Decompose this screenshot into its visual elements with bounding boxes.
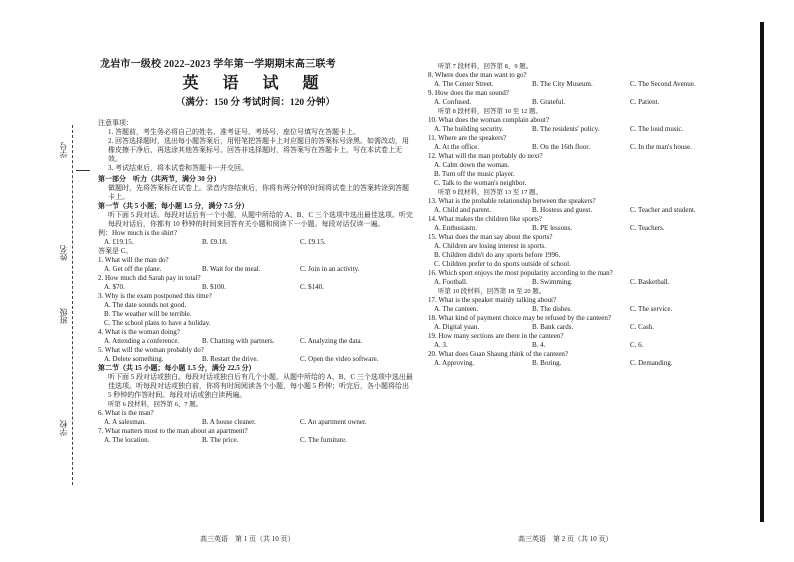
question: 17. What is the speaker mainly talking about? <box>428 296 557 304</box>
part1-title: 第一部分 听力（共两节，满分 30 分） <box>98 175 221 183</box>
options <box>98 418 413 427</box>
option: B. Turn off the music player. <box>434 170 515 178</box>
option: B. The dishes. <box>532 305 572 313</box>
question: 4. What is the woman doing? <box>98 328 180 336</box>
section2-desc: 听下面 5 段对话或独白。每段对话或独白后有几个小题，从题中所给的 A、B、C 三个选项中选出最佳选项。听每段对话或独白前，你将有时间阅读各个小题，每小题 5 秒钟；听完后，各小题将给出 5 秒钟的作答时间。每段对话或独白读两遍。 <box>108 373 413 399</box>
option: A. The building security. <box>434 125 504 133</box>
option: B. The residents' policy. <box>532 125 600 133</box>
option: C. The school plans to have a holiday. <box>104 319 211 327</box>
option: A. 3. <box>434 341 448 349</box>
option: C. In the man's house. <box>630 143 692 151</box>
option: C. An apartment owner. <box>300 418 367 426</box>
option: B. Boring. <box>532 359 562 367</box>
question: 5. What will the woman probably do? <box>98 346 204 354</box>
option: A. Enthusiasm. <box>434 224 477 232</box>
section1-desc: 听下面 5 段对话。每段对话后有一个小题，从题中所给的 A、B、C 三个选项中选出最佳选项。听完每段对话后，你都有 10 秒钟的时间来回答有关小题和阅读下一小题。每段对话仅读一遍。 <box>108 211 413 228</box>
option: A. Football. <box>434 278 468 286</box>
question: 6. What is the man? <box>98 409 154 417</box>
options <box>428 161 748 188</box>
option: B. The City Museum. <box>532 80 593 88</box>
option: B. Wait for the meal. <box>202 265 261 273</box>
listening-note: 听第 8 段材料，回答第 10 至 12 题。 <box>438 108 542 115</box>
options <box>98 283 413 292</box>
options <box>428 224 748 233</box>
question: 15. What does the man say about the sports? <box>428 233 553 241</box>
option: A. At the office. <box>434 143 480 151</box>
page-footer: 高三英语 第 2 页（共 10 页） <box>518 535 613 543</box>
part1-desc: 做题时，先将答案标在试卷上。录音内容结束后，你将有两分钟的时间将试卷上的答案转涂到答题卡上。 <box>108 184 409 201</box>
question: 2. How much did Sarah pay in total? <box>98 274 201 282</box>
left-content <box>98 60 413 445</box>
option: B. Bank cards. <box>532 323 574 331</box>
exam-title: 龙岩市一级校 2022–2023 学年第一学期期末高三联考 <box>100 59 336 70</box>
page-footer: 高三英语 第 1 页（共 10 页） <box>200 535 295 543</box>
option: B. On the 16th floor. <box>532 143 590 151</box>
option: A. A salesman. <box>104 418 146 426</box>
question: 7. What matters most to the man about an apartment? <box>98 427 248 435</box>
options <box>98 436 413 445</box>
options <box>428 341 748 350</box>
options <box>428 80 748 89</box>
option: B. Hostess and guest. <box>532 206 593 214</box>
listening-note: 听第 7 段材料，回答第 8、9 题。 <box>438 63 533 70</box>
option: C. Talk to the woman's neighbor. <box>434 179 527 187</box>
option: B. The weather will be terrible. <box>104 310 192 318</box>
section2-title: 第二节（共 15 小题；每小题 1.5 分，满分 22.5 分） <box>98 364 256 372</box>
option: C. Teacher and student. <box>630 206 696 214</box>
question: 14. What makes the children like sports? <box>428 215 542 223</box>
option: C. Analyzing the data. <box>300 337 363 345</box>
option: A. Approving. <box>434 359 475 367</box>
options <box>428 125 748 134</box>
option: C. 6. <box>630 341 644 349</box>
option: A. The canteen. <box>434 305 479 313</box>
question: 10. What does the woman complain about? <box>428 116 549 124</box>
options <box>428 323 748 332</box>
section1-title: 第一节（共 5 小题；每小题 1.5 分，满分 7.5 分） <box>98 202 249 210</box>
options <box>428 98 748 107</box>
side-label-school: 学校 <box>59 420 68 436</box>
option: A. The date sounds not good. <box>104 301 187 309</box>
options <box>428 278 748 287</box>
subject-title: 英 语 试 题 <box>182 75 329 92</box>
part1 <box>98 175 413 445</box>
option: C. $140. <box>300 283 324 291</box>
option: B. £9.18. <box>202 238 228 246</box>
option: A. The location. <box>104 436 150 444</box>
option: C. £9.15. <box>300 238 326 246</box>
option: A. Delete something. <box>104 355 164 363</box>
option: C. Children prefer to do sports outside of school. <box>434 260 571 268</box>
option: C. Patient. <box>630 98 660 106</box>
option: B. Children didn't do any sports before 1996. <box>434 251 561 259</box>
question: 18. What kind of payment choice may be refused by the canteen? <box>428 314 611 322</box>
question: 16. Which sport enjoys the most popularity according to the man? <box>428 269 613 277</box>
binding-line <box>72 125 73 485</box>
question: 9. How does the man sound? <box>428 89 509 97</box>
question: 8. Where does the man want to go? <box>428 71 527 79</box>
notice-item: 2. 回答选择题时，选出每小题答案后，用铅笔把答题卡上对应题目的答案标号涂黑。如需改动，用橡皮擦干净后，再选涂其他答案标号。回答非选择题时，将答案写在答题卡上，写在本试卷上无效。 <box>108 137 409 163</box>
option: A. Confused. <box>434 98 472 106</box>
option: C. Basketball. <box>630 278 670 286</box>
question: 12. What will the man probably do next? <box>428 152 543 160</box>
options <box>428 206 748 215</box>
option: A. $70. <box>104 283 125 291</box>
option: A. Get off the plane. <box>104 265 162 273</box>
question: 11. Where are the speakers? <box>428 134 507 142</box>
option: C. Cash. <box>630 323 654 331</box>
option: C. The furniture. <box>300 436 347 444</box>
option: B. PE lessons. <box>532 224 573 232</box>
option: A. Calm down the woman. <box>434 161 510 169</box>
side-label-name: 姓名 <box>59 245 68 261</box>
notice-block <box>98 119 413 173</box>
notice-item: 1. 答题前，考生务必将自己的姓名、准考证号、考场号、座位号填写在答题卡上。 <box>108 128 360 136</box>
notice-item: 3. 考试结束后，将本试卷和答题卡一并交回。 <box>108 164 248 172</box>
option: C. The loud music. <box>630 125 684 133</box>
option: A. Child and parent. <box>434 206 491 214</box>
options <box>428 143 748 152</box>
option: B. The price. <box>202 436 239 444</box>
options <box>98 355 413 364</box>
example-question: 例：How much is the shirt? <box>98 229 177 237</box>
options <box>98 337 413 346</box>
notice-title: 注意事项： <box>98 119 133 127</box>
option: C. Join in an activity. <box>300 265 360 273</box>
option: A. Children are losing interest in sports. <box>434 242 546 250</box>
option: B. Swimming. <box>532 278 573 286</box>
option: B. Chatting with partners. <box>202 337 275 345</box>
option: B. Restart the drive. <box>202 355 259 363</box>
options <box>98 265 413 274</box>
option: C. The service. <box>630 305 673 313</box>
question: 3. Why is the exam postponed this time? <box>98 292 212 300</box>
question: 1. What will the man do? <box>98 256 169 264</box>
score-time-line: （满分：150 分 考试时间：120 分钟） <box>175 98 336 108</box>
option: C. The Second Avenue. <box>630 80 696 88</box>
options <box>98 301 413 328</box>
example-options <box>98 238 413 247</box>
example-answer: 答案是 C。 <box>98 247 133 255</box>
option: B. A house cleaner. <box>202 418 256 426</box>
listening-note: 听第 6 段材料，回答第 6、7 题。 <box>108 401 203 408</box>
option: A. Attending a conference. <box>104 337 180 345</box>
right-content <box>428 63 748 368</box>
question: 19. How many sections are there in the canteen? <box>428 332 564 340</box>
option: A. £19.15. <box>104 238 134 246</box>
option: C. Demanding. <box>630 359 673 367</box>
binding-margin <box>0 0 92 562</box>
question: 20. What does Guan Shaung think of the canteen? <box>428 350 569 358</box>
side-label-student-id: 学号 <box>59 142 68 158</box>
fill-line <box>76 170 90 171</box>
option: B. 4. <box>532 341 546 349</box>
option: B. Grateful. <box>532 98 566 106</box>
options <box>428 305 748 314</box>
options <box>428 359 748 368</box>
option: A. The Center Street. <box>434 80 494 88</box>
listening-note: 听第 9 段材料，回答第 13 至 17 题。 <box>438 189 542 196</box>
question: 13. What is the probable relationship between the speakers? <box>428 197 596 205</box>
scan-edge-bar <box>760 22 764 522</box>
option: A. Digital yuan. <box>434 323 480 331</box>
options <box>428 242 748 269</box>
option: C. Open the video software. <box>300 355 379 363</box>
option: C. Teachers. <box>630 224 665 232</box>
side-label-class: 班级 <box>59 308 68 324</box>
listening-note: 听第 10 段材料，回答第 18 至 20 题。 <box>438 288 546 295</box>
option: B. $100. <box>202 283 226 291</box>
